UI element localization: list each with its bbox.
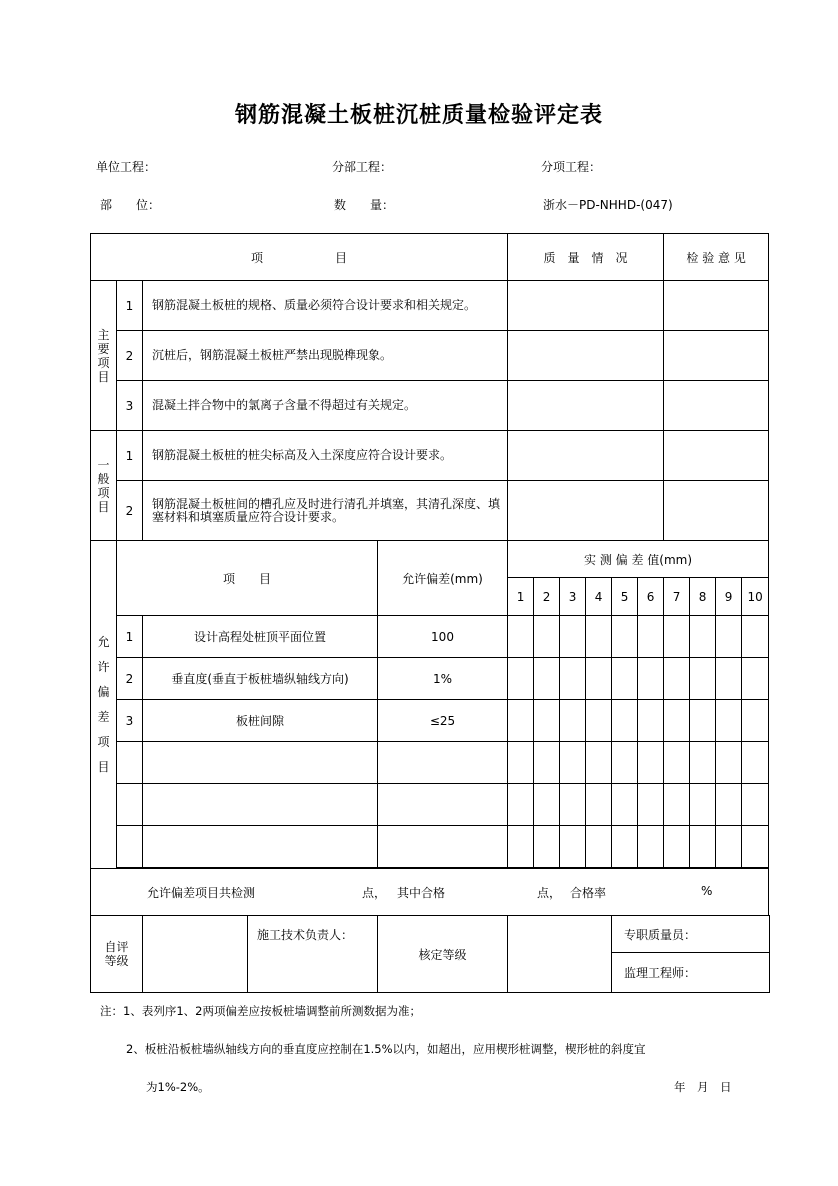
measure-cell[interactable] [560, 616, 586, 658]
measure-cell[interactable] [508, 784, 534, 826]
allow-col-tol-header: 允许偏差(mm) [378, 541, 508, 616]
measure-cell[interactable] [534, 700, 560, 742]
allow-item-name: 设计高程处桩顶平面位置 [143, 616, 378, 658]
measure-cell[interactable] [534, 784, 560, 826]
measure-cell[interactable] [638, 742, 664, 784]
opinion-cell[interactable] [664, 431, 769, 481]
measure-cell[interactable] [716, 658, 742, 700]
allow-items-label-cell [91, 541, 117, 869]
measure-cell[interactable] [612, 616, 638, 658]
empty-cell[interactable] [117, 826, 143, 868]
measure-cell[interactable] [560, 700, 586, 742]
general-items-label-cell [91, 431, 117, 541]
table-header-row [91, 234, 770, 281]
measure-cell[interactable] [586, 700, 612, 742]
summary-pct: % [701, 884, 713, 898]
measure-cell[interactable] [612, 826, 638, 868]
quality-cell[interactable] [508, 281, 664, 331]
measure-cell[interactable] [716, 784, 742, 826]
measure-cell[interactable] [716, 826, 742, 868]
measure-cell[interactable] [508, 658, 534, 700]
allow-item-tolerance: 100 [378, 616, 508, 658]
measure-cell[interactable] [664, 658, 690, 700]
allow-item-row [91, 700, 770, 742]
allow-item-name: 板桩间隙 [143, 700, 378, 742]
main-item-text: 钢筋混凝土板桩的规格、质量必须符合设计要求和相关规定。 [143, 281, 508, 331]
measure-cell[interactable] [716, 742, 742, 784]
summary-row [91, 869, 770, 916]
measure-cell[interactable] [638, 784, 664, 826]
quality-cell[interactable] [508, 381, 664, 431]
supervisor-label: 监理工程师： [612, 953, 770, 993]
measure-no: 10 [742, 578, 769, 616]
measure-cell[interactable] [534, 658, 560, 700]
allow-item-no: 1 [117, 616, 143, 658]
date-label: 年 月 日 [674, 1080, 732, 1094]
empty-cell[interactable] [378, 742, 508, 784]
footer-row-1 [91, 916, 770, 953]
measure-cell[interactable] [534, 616, 560, 658]
summary-pass-label: 其中合格 [397, 886, 446, 900]
measure-cell[interactable] [638, 700, 664, 742]
measure-no: 1 [508, 578, 534, 616]
measure-cell[interactable] [742, 700, 769, 742]
measure-cell[interactable] [560, 784, 586, 826]
allow-empty-row [91, 742, 770, 784]
location-label: 部 位： [100, 198, 161, 212]
measure-cell[interactable] [508, 616, 534, 658]
measure-cell[interactable] [612, 784, 638, 826]
measure-cell[interactable] [690, 700, 716, 742]
main-item-text: 混凝土拌合物中的氯离子含量不得超过有关规定。 [143, 381, 508, 431]
measure-cell[interactable] [742, 658, 769, 700]
unit-project-label: 单位工程： [96, 160, 157, 174]
measure-cell[interactable] [534, 742, 560, 784]
measure-cell[interactable] [560, 742, 586, 784]
measure-no: 4 [586, 578, 612, 616]
measure-cell[interactable] [586, 784, 612, 826]
main-item-no: 1 [117, 281, 143, 331]
measure-cell[interactable] [690, 784, 716, 826]
measure-cell[interactable] [586, 742, 612, 784]
verify-grade-label: 核定等级 [378, 916, 508, 993]
summary-rate-label: 合格率 [570, 886, 607, 900]
verify-grade-value[interactable] [508, 916, 612, 993]
empty-cell[interactable] [143, 742, 378, 784]
main-item-row [91, 281, 770, 331]
measure-cell[interactable] [664, 742, 690, 784]
summary-total-label: 允许偏差项目共检测 [147, 886, 256, 900]
measure-cell[interactable] [560, 658, 586, 700]
note-3: 为1%-2%。 [146, 1080, 210, 1094]
measure-cell[interactable] [742, 742, 769, 784]
general-item-row [91, 481, 770, 541]
empty-cell[interactable] [143, 826, 378, 868]
general-item-no: 2 [117, 481, 143, 541]
measure-cell[interactable] [664, 826, 690, 868]
measure-cell[interactable] [690, 616, 716, 658]
measure-no: 7 [664, 578, 690, 616]
allow-item-name: 垂直度(垂直于板桩墙纵轴线方向) [143, 658, 378, 700]
measure-no: 3 [560, 578, 586, 616]
opinion-cell[interactable] [664, 281, 769, 331]
measure-no: 2 [534, 578, 560, 616]
main-item-text: 沉桩后，钢筋混凝土板桩严禁出现脱榫现象。 [143, 331, 508, 381]
opinion-cell[interactable] [664, 331, 769, 381]
allow-items-label: 允许偏差项目 [97, 634, 110, 774]
measure-cell[interactable] [716, 616, 742, 658]
measure-cell[interactable] [742, 616, 769, 658]
measure-cell[interactable] [560, 826, 586, 868]
main-items-label-cell [91, 281, 117, 431]
measure-cell[interactable] [716, 700, 742, 742]
note-1: 注：1、表列序1、2两项偏差应按板桩墙调整前所测数据为准； [100, 1004, 421, 1018]
quantity-label: 数 量： [334, 198, 395, 212]
allow-item-row [91, 616, 770, 658]
allow-item-no: 3 [117, 700, 143, 742]
measure-cell[interactable] [638, 826, 664, 868]
measure-no: 9 [716, 578, 742, 616]
summary-cell [91, 869, 769, 916]
allow-item-tolerance: ≤25 [378, 700, 508, 742]
measure-no: 5 [612, 578, 638, 616]
general-item-text: 钢筋混凝土板桩间的槽孔应及时进行清孔并填塞，其清孔深度、填塞材料和填塞质量应符合设计要求。 [143, 481, 508, 541]
item-project-label: 分项工程： [541, 160, 602, 174]
self-eval-label: 自评等级 [104, 940, 129, 968]
measure-cell[interactable] [638, 616, 664, 658]
general-item-row [91, 431, 770, 481]
measure-cell[interactable] [638, 658, 664, 700]
inspection-table [90, 233, 770, 993]
main-item-row [91, 381, 770, 431]
quality-cell[interactable] [508, 331, 664, 381]
measure-cell[interactable] [664, 784, 690, 826]
measure-no: 8 [690, 578, 716, 616]
allow-header-row [91, 541, 770, 578]
page-title: 钢筋混凝土板桩沉桩质量检验评定表 [234, 103, 603, 128]
allow-item-tolerance: 1% [378, 658, 508, 700]
empty-cell[interactable] [117, 784, 143, 826]
self-eval-cell [91, 916, 143, 993]
allow-col-item-header: 项 目 [117, 541, 378, 616]
measure-cell[interactable] [612, 700, 638, 742]
measure-cell[interactable] [508, 826, 534, 868]
footer-merged-cell [143, 916, 378, 993]
col-item-header: 项 目 [91, 234, 508, 281]
empty-cell[interactable] [143, 784, 378, 826]
quality-officer-label: 专职质量员： [612, 916, 770, 953]
main-item-row [91, 331, 770, 381]
quality-cell[interactable] [508, 431, 664, 481]
main-item-no: 3 [117, 381, 143, 431]
summary-points2: 点， [537, 886, 562, 900]
measure-cell[interactable] [690, 742, 716, 784]
col-opinion-header: 检 验 意 见 [664, 234, 769, 281]
general-items-label: 一般项目 [97, 457, 110, 514]
measure-cell[interactable] [742, 826, 769, 868]
main-item-no: 2 [117, 331, 143, 381]
note-2: 2、板桩沿板桩墙纵轴线方向的垂直度应控制在1.5%以内，如超出，应用楔形桩调整，楔形桩的斜度宜 [126, 1042, 646, 1056]
measure-cell[interactable] [612, 742, 638, 784]
division-project-label: 分部工程： [332, 160, 393, 174]
empty-cell[interactable] [378, 784, 508, 826]
summary-points1: 点， [362, 886, 387, 900]
measure-cell[interactable] [690, 658, 716, 700]
empty-cell[interactable] [117, 742, 143, 784]
opinion-cell[interactable] [664, 381, 769, 431]
allow-empty-row [91, 826, 770, 868]
measure-cell[interactable] [742, 784, 769, 826]
form-code: 浙水－PD-NHHD-(047) [543, 198, 673, 212]
measure-cell[interactable] [664, 700, 690, 742]
tech-lead-label: 施工技术负责人： [257, 928, 354, 942]
measure-cell[interactable] [690, 826, 716, 868]
measured-header: 实 测 偏 差 值(mm) [508, 541, 769, 578]
general-item-text: 钢筋混凝土板桩的桩尖标高及入土深度应符合设计要求。 [143, 431, 508, 481]
allow-item-no: 2 [117, 658, 143, 700]
measure-cell[interactable] [664, 616, 690, 658]
allow-item-row [91, 658, 770, 700]
general-item-no: 1 [117, 431, 143, 481]
measure-cell[interactable] [586, 616, 612, 658]
measure-cell[interactable] [508, 742, 534, 784]
measure-cell[interactable] [586, 826, 612, 868]
quality-cell[interactable] [508, 481, 664, 541]
measure-cell[interactable] [508, 700, 534, 742]
measure-cell[interactable] [586, 658, 612, 700]
measure-no: 6 [638, 578, 664, 616]
measure-cell[interactable] [534, 826, 560, 868]
col-quality-header: 质 量 情 况 [508, 234, 664, 281]
empty-cell[interactable] [378, 826, 508, 868]
allow-empty-row [91, 784, 770, 826]
measure-cell[interactable] [612, 658, 638, 700]
opinion-cell[interactable] [664, 481, 769, 541]
main-items-label: 主要项目 [97, 327, 110, 384]
